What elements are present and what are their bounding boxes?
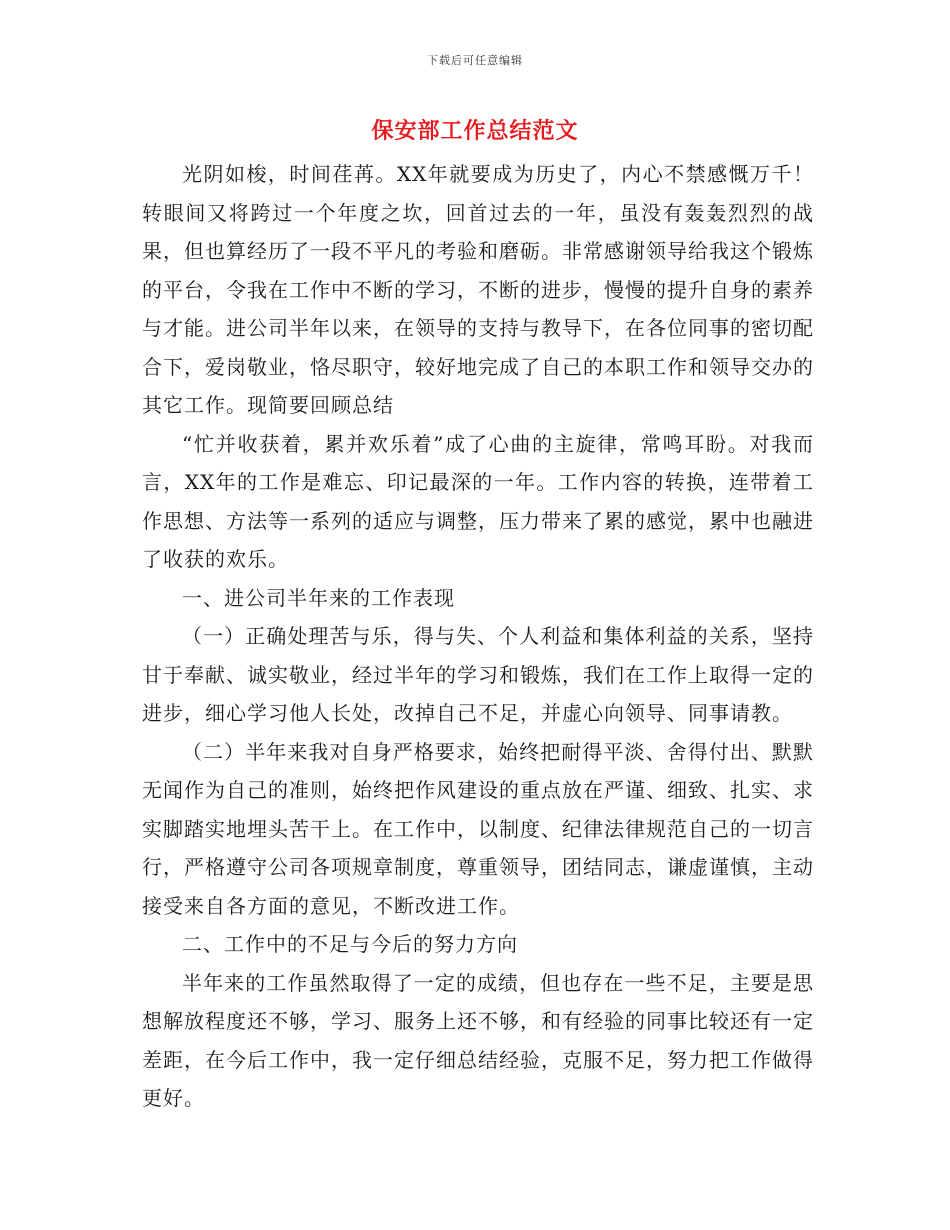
document-body xyxy=(142,155,814,1118)
document-title: 保安部工作总结范文 xyxy=(371,118,579,144)
paragraph-reflection: “忙并收获着，累并欢乐着”成了心曲的主旋律，常鸣耳盼。对我而言，XX年的工作是难忘、印记最深的一年。工作内容的转换，连带着工作思想、方法等一系列的适应与调整，压力带来了累的感觉，累中也融进了收获的欢乐。 xyxy=(142,431,814,571)
paragraph-shortcomings: 半年来的工作虽然取得了一定的成绩，但也存在一些不足，主要是思想解放程度还不够，学习、服务上还不够，和有经验的同事比较还有一定差距，在今后工作中，我一定仔细总结经验，克服不足，努力把工作做得更好。 xyxy=(142,970,814,1110)
paragraph-point-two: （二）半年来我对自身严格要求，始终把耐得平淡、舍得付出、默默无闻作为自己的准则，始终把作风建设的重点放在严谨、细致、扎实、求实脚踏实地埋头苦干上。在工作中，以制度、纪律法律规范自己的一切言行，严格遵守公司各项规章制度，尊重领导，团结同志，谦虚谨慎，主动接受来自各方面的意见，不断改进工作。 xyxy=(142,739,814,918)
section-heading-shortcomings: 二、工作中的不足与今后的努力方向 xyxy=(182,932,518,956)
paragraph-intro: 光阴如梭，时间荏苒。XX年就要成为历史了，内心不禁感慨万千！转眼间又将跨过一个年度之坎，回首过去的一年，虽没有轰轰烈烈的战果，但也算经历了一段不平凡的考验和磨砺。非常感谢领导给我这个锻炼的平台，令我在工作中不断的学习，不断的进步，慢慢的提升自身的素养与才能。进公司半年以来，在领导的支持与教导下，在各位同事的密切配合下，爱岗敬业，恪尽职守，较好地完成了自己的本职工作和领导交办的其它工作。现简要回顾总结 xyxy=(142,162,814,417)
page-header-note: 下载后可任意编辑 xyxy=(427,54,523,67)
paragraph-point-one: （一）正确处理苦与乐，得与失、个人利益和集体利益的关系，坚持甘于奉献、诚实敬业，经过半年的学习和锻炼，我们在工作上取得一定的进步，细心学习他人长处，改掉自己不足，并虚心向领导、同事请教。 xyxy=(142,624,814,725)
section-heading-performance: 一、进公司半年来的工作表现 xyxy=(182,585,455,610)
